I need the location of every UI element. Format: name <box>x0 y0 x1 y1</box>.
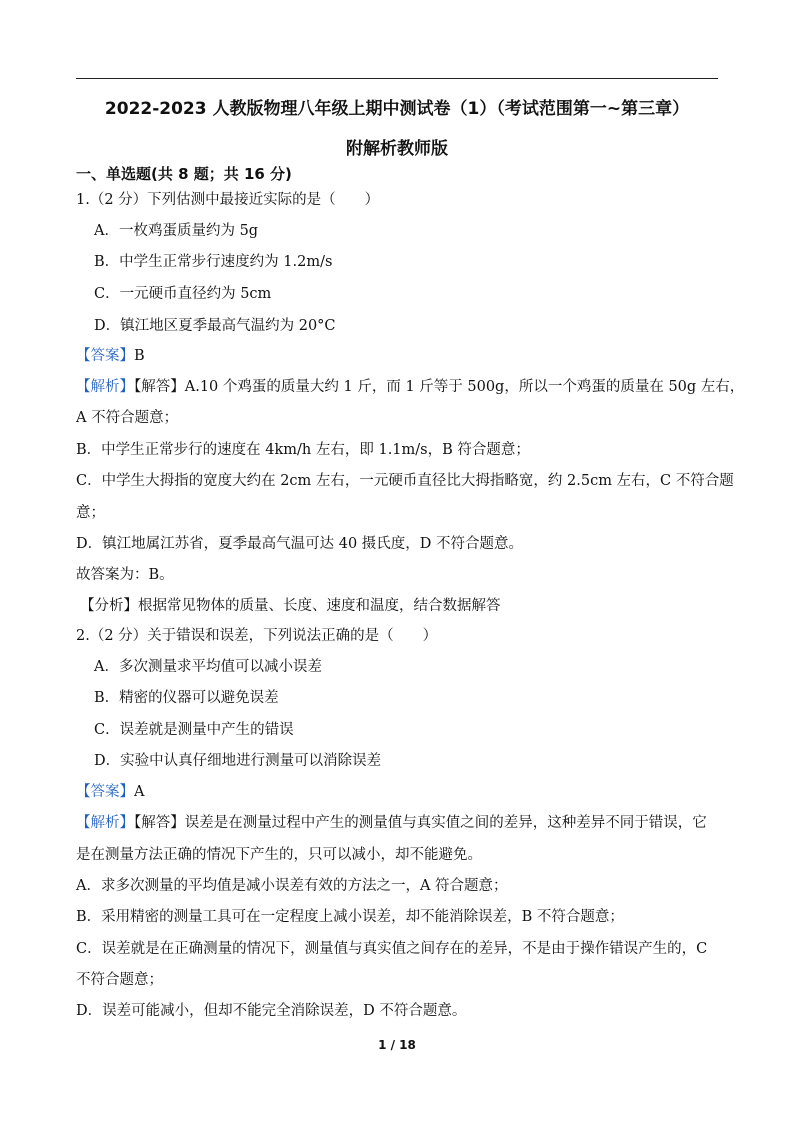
question-2-analysis-line-2: 是在测量方法正确的情况下产生的，只可以减小，却不能避免。 <box>76 847 482 863</box>
question-1-option-b: B．中学生正常步行速度约为 1.2m/s <box>94 254 333 270</box>
question-1-option-a: A．一枚鸡蛋质量约为 5g <box>94 223 259 239</box>
question-2-analysis-line-3: A．求多次测量的平均值是减小误差有效的方法之一，A 符合题意； <box>76 878 508 894</box>
question-1-stem: 1.（2 分）下列估测中最接近实际的是（ ） <box>76 192 380 208</box>
answer-tag: 【答案】 <box>76 348 134 364</box>
answer-value: B <box>134 348 145 364</box>
answer-value: A <box>134 784 145 800</box>
answer-tag: 【答案】 <box>76 784 134 800</box>
question-1-analysis-line-1 <box>76 377 744 397</box>
page-number: 1 / 18 <box>378 1038 416 1052</box>
question-2-option-a: A．多次测量求平均值可以减小误差 <box>94 659 322 675</box>
question-2-analysis-line-5: C．误差就是在正确测量的情况下，测量值与真实值之间存在的差异，不是由于操作错误产生的，C <box>76 941 708 957</box>
question-1-analysis-line-2: A 不符合题意； <box>76 410 179 426</box>
question-2-analysis-line-4: B．采用精密的测量工具可在一定程度上减小误差，却不能消除误差，B 不符合题意； <box>76 909 624 925</box>
question-2-option-d: D．实验中认真仔细地进行测量可以消除误差 <box>94 753 382 769</box>
question-2-stem: 2.（2 分）关于错误和误差，下列说法正确的是（ ） <box>76 628 438 644</box>
question-1-summary <box>80 596 501 616</box>
question-1-analysis-line-3: B．中学生正常步行的速度在 4km/h 左右，即 1.1m/s，B 符合题意； <box>76 442 530 458</box>
summary-text: 根据常见物体的质量、长度、速度和温度，结合数据解答 <box>138 598 501 614</box>
summary-tag: 【分析】 <box>80 598 138 614</box>
question-2-option-b: B．精密的仪器可以避免误差 <box>94 690 279 706</box>
analysis-text: 【解答】误差是在测量过程中产生的测量值与真实值之间的差异，这种差异不同于错误，它 <box>134 815 707 831</box>
header-rule <box>76 78 718 79</box>
question-2-analysis-line-7: D．误差可能减小，但却不能完全消除误差，D 不符合题意。 <box>76 1003 467 1019</box>
question-1-answer <box>76 346 145 366</box>
question-2-answer <box>76 782 144 802</box>
question-2-analysis-line-6: 不符合题意； <box>76 972 163 988</box>
document-subtitle: 附解析教师版 <box>346 139 448 159</box>
question-1-option-d: D．镇江地区夏季最高气温约为 20°C <box>94 318 336 334</box>
question-1-analysis-line-7: 故答案为：B。 <box>76 567 174 583</box>
section-heading: 一、单选题(共 8 题；共 16 分) <box>76 165 292 183</box>
document-title: 2022-2023 人教版物理八年级上期中测试卷（1）（考试范围第一~第三章） <box>104 99 690 119</box>
analysis-text: 【解答】A.10 个鸡蛋的质量大约 1 斤，而 1 斤等于 500g，所以一个鸡蛋的质量在 50g 左右， <box>134 379 745 395</box>
question-2-analysis-line-1 <box>76 813 707 833</box>
question-1-analysis-line-6: D．镇江地属江苏省，夏季最高气温可达 40 摄氏度，D 不符合题意。 <box>76 536 524 552</box>
question-1-analysis-line-5: 意； <box>76 505 105 521</box>
question-1-option-c: C．一元硬币直径约为 5cm <box>94 286 272 302</box>
analysis-tag: 【解析】 <box>76 815 134 831</box>
analysis-tag: 【解析】 <box>76 379 134 395</box>
question-1-analysis-line-4: C．中学生大拇指的宽度大约在 2cm 左右，一元硬币直径比大拇指略宽，约 2.5cm 左右，C 不符合题 <box>76 473 734 489</box>
question-2-option-c: C．误差就是测量中产生的错误 <box>94 722 294 738</box>
